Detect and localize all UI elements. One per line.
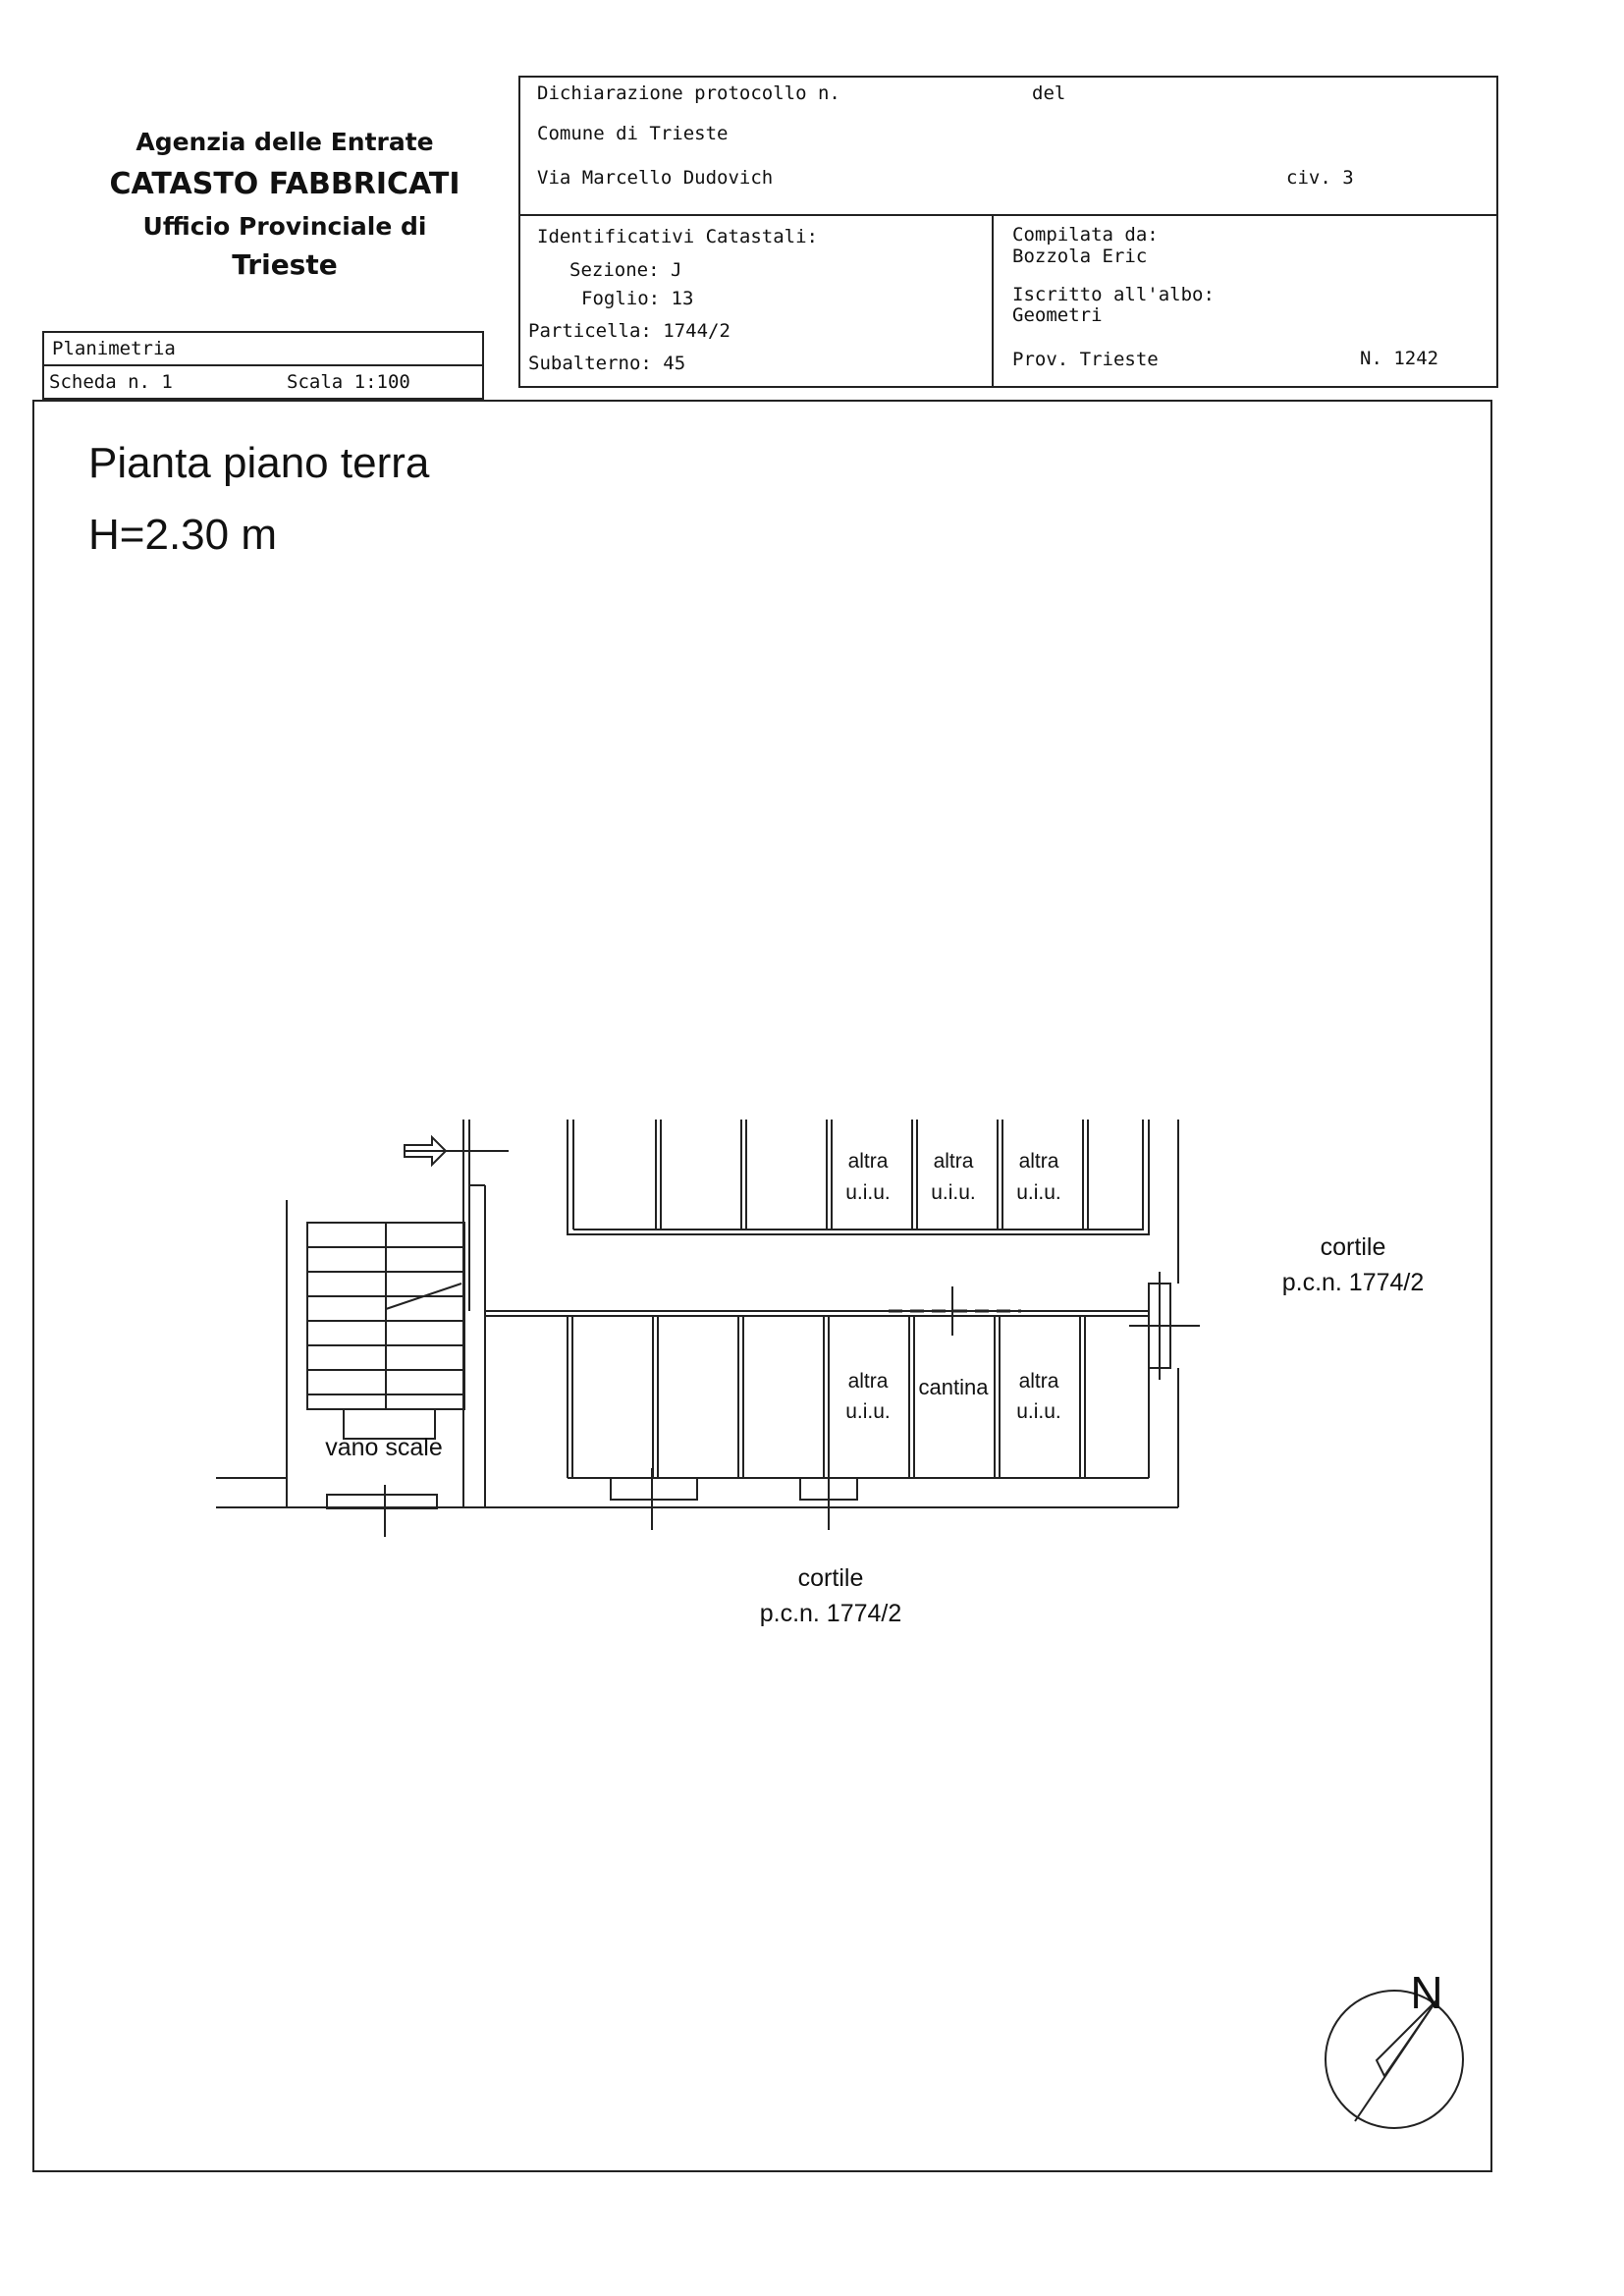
room-label-altra-1: altra [847,1150,889,1173]
sheet-type: Planimetria [52,338,176,359]
room-label-uiu-1: u.i.u. [845,1181,891,1204]
sheet-scale: Scala 1:100 [287,371,410,393]
albo-number: N. 1242 [1360,348,1439,369]
compilata-label: Compilata da: [1012,224,1159,246]
room-label-cantina: cantina [918,1375,989,1399]
sheet-number: Scheda n. 1 [49,371,173,393]
north-arrow-label: N [1410,1967,1443,2018]
subalterno-value: Subalterno: 45 [528,353,686,374]
plan-height: H=2.30 m [88,511,277,559]
room-label-uiu-5: u.i.u. [1016,1400,1061,1423]
protocol-label: Dichiarazione protocollo n. [537,82,840,104]
provincia-value: Prov. Trieste [1012,349,1159,370]
room-label-altra-4: altra [847,1370,889,1393]
room-label-altra-2: altra [933,1150,974,1173]
comune-label: Comune di Trieste [537,123,729,144]
room-label-vano-scale: vano scale [325,1434,443,1461]
room-label-altra-5: altra [1018,1370,1059,1393]
upper-row-outline [568,1120,1149,1234]
room-label-altra-3: altra [1018,1150,1059,1173]
particella-value: Particella: 1744/2 [528,320,731,342]
ufficio-city: Trieste [232,248,338,281]
compilata-name: Bozzola Eric [1012,246,1148,267]
agency-name: Agenzia delle Entrate [135,128,434,156]
cortile-east-parcel: p.c.n. 1774/2 [1281,1269,1425,1296]
room-label-uiu-3: u.i.u. [1016,1181,1061,1204]
ufficio-label: Ufficio Provinciale di [142,212,427,241]
catasto-title: CATASTO FABBRICATI [109,167,460,201]
cortile-east-label: cortile [1320,1233,1386,1261]
sezione-value: Sezione: J [569,259,682,281]
cortile-south-parcel: p.c.n. 1774/2 [759,1600,902,1627]
protocol-date-label: del [1032,82,1066,104]
identificativi-title: Identificativi Catastali: [537,226,818,247]
foglio-value: Foglio: 13 [581,288,694,309]
plan-title: Pianta piano terra [88,439,430,487]
room-label-uiu-4: u.i.u. [845,1400,891,1423]
address-street: Via Marcello Dudovich [537,167,774,189]
address-civic: civ. 3 [1286,167,1354,189]
albo-value: Geometri [1012,304,1103,326]
room-label-uiu-2: u.i.u. [931,1181,976,1204]
cortile-south-label: cortile [797,1564,864,1592]
albo-label: Iscritto all'albo: [1012,284,1215,305]
